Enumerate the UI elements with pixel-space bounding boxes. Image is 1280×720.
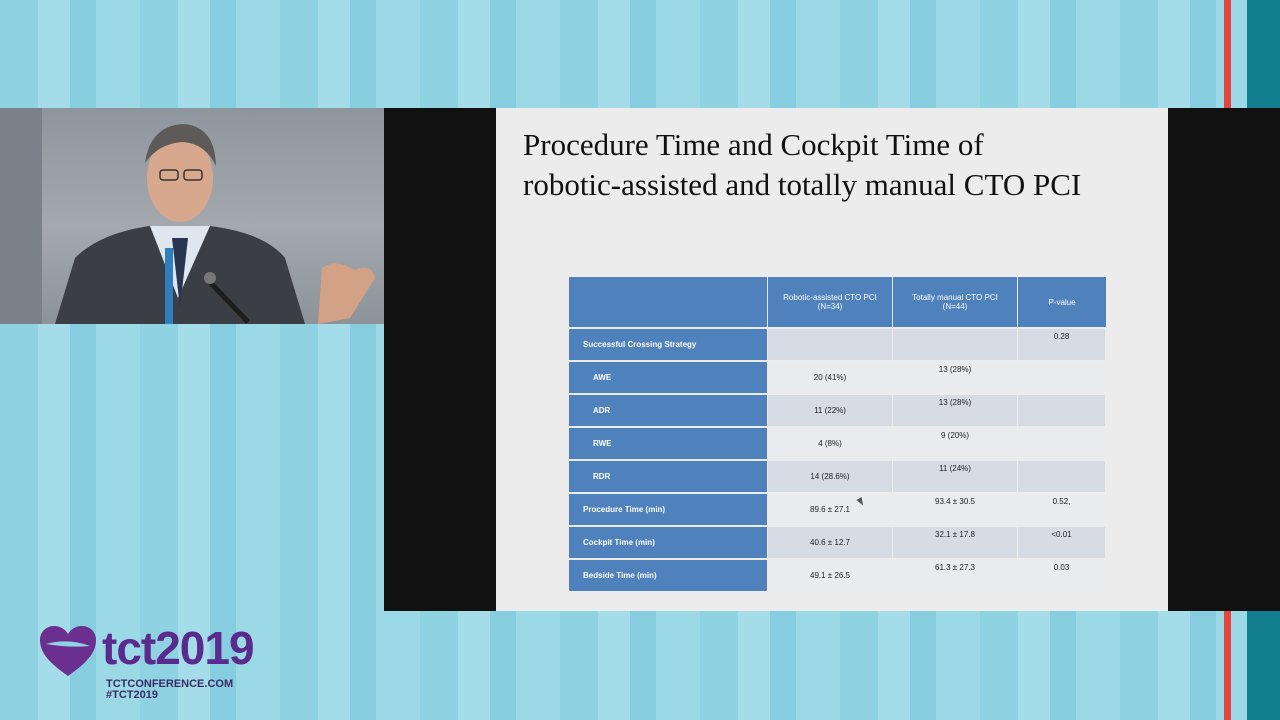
cell-p-value: 0.28	[1018, 329, 1106, 360]
slide-title	[523, 125, 1153, 205]
table-row	[569, 461, 1106, 492]
comparison-table	[569, 275, 1106, 593]
speaker-video	[0, 108, 384, 324]
row-label: AWE	[569, 362, 768, 393]
cell-p-value	[1018, 395, 1106, 426]
cell-manual: 13 (28%)	[893, 395, 1018, 426]
table-row	[569, 494, 1106, 525]
cell-robotic: 40.6 ± 12.7	[768, 527, 893, 558]
cell-manual: 9 (20%)	[893, 428, 1018, 459]
cell-p-value: 0.52,	[1018, 494, 1106, 525]
cell-manual: 13 (28%)	[893, 362, 1018, 393]
table-row	[569, 560, 1106, 591]
cell-robotic: 20 (41%)	[768, 362, 893, 393]
cell-robotic: 49.1 ± 26.5	[768, 560, 893, 591]
row-label: RDR	[569, 461, 768, 492]
cell-manual: 93.4 ± 30.5	[893, 494, 1018, 525]
cell-p-value: <0.01	[1018, 527, 1106, 558]
cell-p-value	[1018, 428, 1106, 459]
table-row	[569, 395, 1106, 426]
row-label: ADR	[569, 395, 768, 426]
cell-p-value	[1018, 362, 1106, 393]
slide-title-line-1: Procedure Time and Cockpit Time of	[523, 127, 984, 162]
row-label: Procedure Time (min)	[569, 494, 768, 525]
cell-p-value	[1018, 461, 1106, 492]
heart-logo-icon	[40, 626, 96, 678]
cell-robotic: 14 (28.6%)	[768, 461, 893, 492]
table-header-row	[569, 277, 1106, 327]
conference-hashtag: #TCT2019	[106, 689, 158, 701]
row-label: RWE	[569, 428, 768, 459]
table-row	[569, 428, 1106, 459]
logo-wordmark: tct2019	[102, 622, 254, 674]
table-row	[569, 527, 1106, 558]
cell-manual: 61.3 ± 27.3	[893, 560, 1018, 591]
slide	[496, 108, 1168, 611]
header-manual: Totally manual CTO PCI (N=44)	[893, 277, 1018, 327]
cell-robotic: 89.6 ± 27.1	[768, 494, 893, 525]
conference-url: TCTCONFERENCE.COM	[106, 678, 234, 690]
row-label: Cockpit Time (min)	[569, 527, 768, 558]
speaker-figure	[0, 108, 384, 324]
header-robotic: Robotic-assisted CTO PCI (N=34)	[768, 277, 893, 327]
cell-manual: 32.1 ± 17.8	[893, 527, 1018, 558]
cell-robotic: 11 (22%)	[768, 395, 893, 426]
table-row	[569, 362, 1106, 393]
row-label: Bedside Time (min)	[569, 560, 768, 591]
cell-manual: 11 (24%)	[893, 461, 1018, 492]
cell-robotic: 4 (8%)	[768, 428, 893, 459]
row-label: Successful Crossing Strategy	[569, 329, 768, 360]
conference-logo	[40, 622, 254, 701]
table-row	[569, 329, 1106, 360]
cell-manual	[893, 329, 1018, 360]
cell-robotic	[768, 329, 893, 360]
slide-title-line-2: robotic-assisted and totally manual CTO PCI	[523, 167, 1082, 202]
cell-p-value: 0.03	[1018, 560, 1106, 591]
header-p-value: P-value	[1018, 277, 1106, 327]
header-category	[569, 277, 768, 327]
